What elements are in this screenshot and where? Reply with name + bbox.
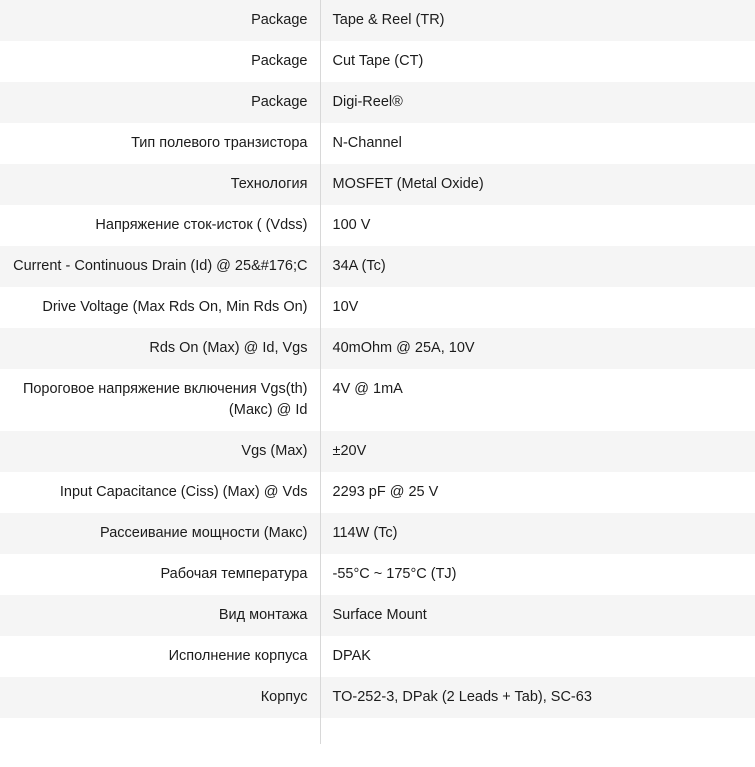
spec-value: Digi-Reel®	[320, 82, 755, 123]
spec-value: -55°C ~ 175°C (TJ)	[320, 554, 755, 595]
spec-label: Rds On (Max) @ Id, Vgs	[0, 328, 320, 369]
spec-value: Surface Mount	[320, 595, 755, 636]
table-filler-left	[0, 718, 320, 744]
spec-label: Vgs (Max)	[0, 431, 320, 472]
spec-label: Package	[0, 0, 320, 41]
table-row	[0, 554, 755, 595]
spec-label: Рассеивание мощности (Макс)	[0, 513, 320, 554]
table-row	[0, 431, 755, 472]
table-row	[0, 328, 755, 369]
spec-label: Input Capacitance (Ciss) (Max) @ Vds	[0, 472, 320, 513]
spec-value: 34A (Tc)	[320, 246, 755, 287]
spec-label: Исполнение корпуса	[0, 636, 320, 677]
spec-value: 4V @ 1mA	[320, 369, 755, 431]
spec-value: ±20V	[320, 431, 755, 472]
spec-value: 2293 pF @ 25 V	[320, 472, 755, 513]
spec-value: DPAK	[320, 636, 755, 677]
spec-value: N-Channel	[320, 123, 755, 164]
table-row	[0, 513, 755, 554]
spec-label: Рабочая температура	[0, 554, 320, 595]
spec-label: Пороговое напряжение включения Vgs(th) (Макс) @ Id	[0, 369, 320, 431]
spec-label: Технология	[0, 164, 320, 205]
table-row	[0, 369, 755, 431]
table-row	[0, 472, 755, 513]
spec-value: 100 V	[320, 205, 755, 246]
table-row	[0, 0, 755, 41]
spec-label: Package	[0, 82, 320, 123]
spec-value: Cut Tape (CT)	[320, 41, 755, 82]
spec-value: TO-252-3, DPak (2 Leads + Tab), SC-63	[320, 677, 755, 718]
spec-value: 114W (Tc)	[320, 513, 755, 554]
spec-label: Вид монтажа	[0, 595, 320, 636]
table-row	[0, 246, 755, 287]
table-row	[0, 123, 755, 164]
table-row	[0, 595, 755, 636]
table-row	[0, 677, 755, 718]
spec-label: Корпус	[0, 677, 320, 718]
table-row	[0, 287, 755, 328]
table-row	[0, 636, 755, 677]
spec-label: Drive Voltage (Max Rds On, Min Rds On)	[0, 287, 320, 328]
table-row	[0, 41, 755, 82]
spec-label: Current - Continuous Drain (Id) @ 25&#176;C	[0, 246, 320, 287]
table-row	[0, 164, 755, 205]
spec-label: Package	[0, 41, 320, 82]
table-row	[0, 205, 755, 246]
spec-label: Напряжение сток-исток ( (Vdss)	[0, 205, 320, 246]
table-filler	[0, 718, 755, 744]
table-filler-right	[320, 718, 755, 744]
spec-value: Tape & Reel (TR)	[320, 0, 755, 41]
spec-value: 10V	[320, 287, 755, 328]
spec-value: 40mOhm @ 25A, 10V	[320, 328, 755, 369]
table-row	[0, 82, 755, 123]
spec-value: MOSFET (Metal Oxide)	[320, 164, 755, 205]
spec-label: Тип полевого транзистора	[0, 123, 320, 164]
